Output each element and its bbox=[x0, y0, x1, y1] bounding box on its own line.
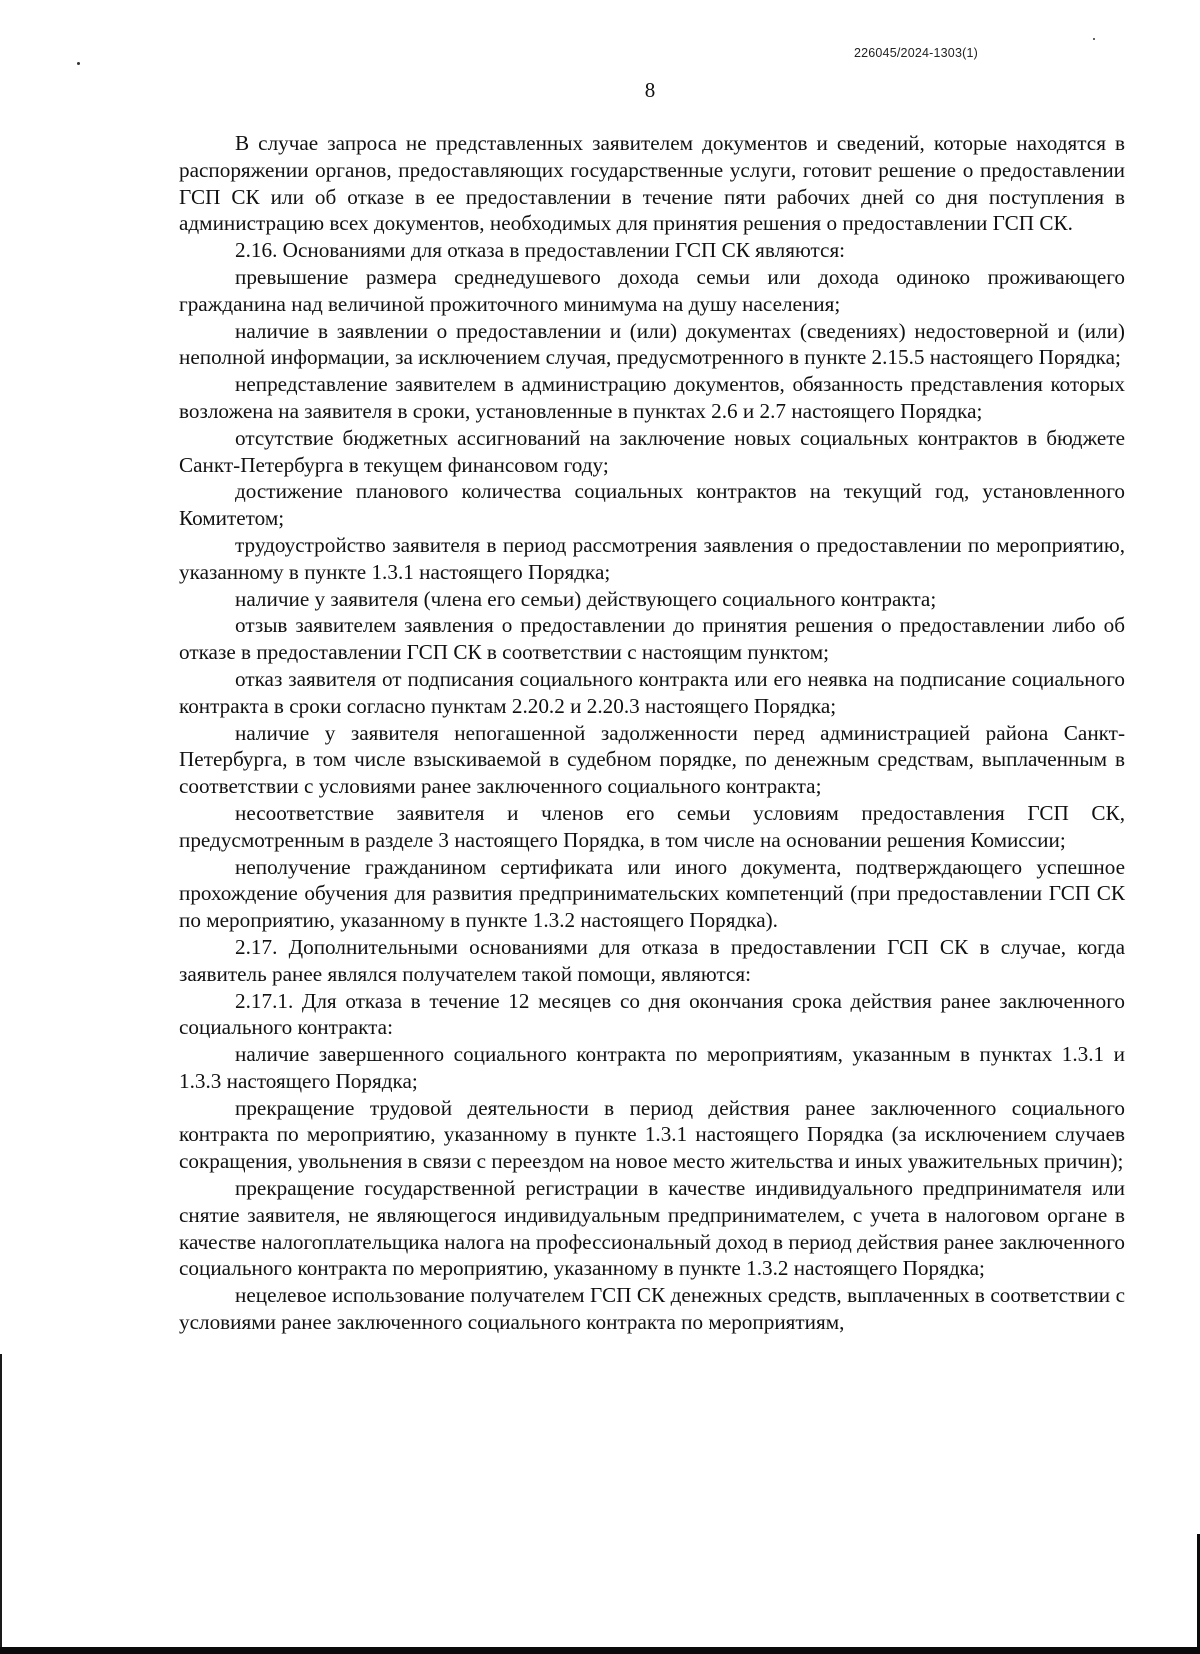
paragraph: наличие в заявлении о предоставлении и (или) документах (сведениях) недостоверной и (или) неполной информации, за исключением случая, предусмотренного в пункте 2.15.5 настоящего Порядка; bbox=[179, 318, 1125, 370]
paragraph: превышение размера среднедушевого дохода семьи или дохода одиноко проживающего гражданина над величиной прожиточного минимума на душу населения; bbox=[179, 264, 1125, 316]
scan-speck bbox=[77, 62, 80, 65]
paragraph: 2.17.1. Для отказа в течение 12 месяцев со дня окончания срока действия ранее заключенного социального контракта: bbox=[179, 988, 1125, 1040]
paragraph: наличие у заявителя непогашенной задолженности перед администрацией района Санкт-Петербурга, в том числе взыскиваемой в судебном порядке, по денежным средствам, выплаченным в соответствии с условиями ранее заключенного социального контракта; bbox=[179, 720, 1125, 799]
document-id: 226045/2024-1303(1) bbox=[853, 46, 978, 60]
scan-edge-left bbox=[0, 1354, 2, 1654]
paragraph: прекращение трудовой деятельности в период действия ранее заключенного социального контракта по мероприятию, указанному в пункте 1.3.1 настоящего Порядка (за исключением случаев сокращения, увольнения в связи с переездом на новое место жительства и иных уважительных причин); bbox=[179, 1095, 1125, 1174]
page-number: 8 bbox=[644, 78, 656, 102]
scan-edge-bottom bbox=[0, 1647, 1200, 1654]
paragraph: непредставление заявителем в администрацию документов, обязанность представления которых возложена на заявителя в сроки, установленные в пунктах 2.6 и 2.7 настоящего Порядка; bbox=[179, 372, 1125, 423]
paragraph: отказ заявителя от подписания социального контракта или его неявка на подписание социального контракта в сроки согласно пунктам 2.20.2 и 2.20.3 настоящего Порядка; bbox=[179, 666, 1125, 718]
paragraph: отзыв заявителем заявления о предоставлении до принятия решения о предоставлении либо об отказе в предоставлении ГСП СК в соответствии с настоящим пунктом; bbox=[179, 613, 1125, 665]
document-body bbox=[179, 130, 1125, 1336]
paragraph: достижение планового количества социальных контрактов на текущий год, установленного Комитетом; bbox=[179, 479, 1125, 531]
paragraph: 2.16. Основаниями для отказа в предоставлении ГСП СК являются: bbox=[235, 238, 846, 263]
paragraph: неполучение гражданином сертификата или иного документа, подтверждающего успешное прохождение обучения для развития предпринимательских компетенций (при предоставлении ГСП СК по мероприятию, указанному в пункте 1.3.2 настоящего Порядка). bbox=[179, 854, 1125, 933]
scan-speck bbox=[1093, 38, 1095, 40]
paragraph: нецелевое использование получателем ГСП СК денежных средств, выплаченных в соответствии с условиями ранее заключенного социального контракта по мероприятиям, bbox=[179, 1283, 1125, 1335]
paragraph: наличие завершенного социального контракта по мероприятиям, указанным в пунктах 1.3.1 и 1.3.3 настоящего Порядка; bbox=[179, 1042, 1125, 1093]
paragraph: 2.17. Дополнительными основаниями для отказа в предоставлении ГСП СК в случае, когда заявитель ранее являлся получателем такой помощи, являются: bbox=[179, 934, 1125, 986]
paragraph: несоответствие заявителя и членов его семьи условиям предоставления ГСП СК, предусмотренным в разделе 3 настоящего Порядка, в том числе на основании решения Комиссии; bbox=[179, 800, 1125, 852]
paragraph: отсутствие бюджетных ассигнований на заключение новых социальных контрактов в бюджете Санкт-Петербурга в текущем финансовом году; bbox=[179, 425, 1125, 477]
paragraph: прекращение государственной регистрации в качестве индивидуального предпринимателя или снятие заявителя, не являющегося индивидуальным предпринимателем, с учета в налоговом органе в качестве налогоплательщика налога на профессиональный доход в период действия ранее заключенного социального контракта по мероприятию, указанному в пункте 1.3.2 настоящего Порядка; bbox=[179, 1176, 1125, 1281]
paragraph: В случае запроса не представленных заявителем документов и сведений, которые находятся в распоряжении органов, предоставляющих государственные услуги, готовит решение о предоставлении ГСП СК или об отказе в ее предоставлении в течение пяти рабочих дней со дня поступления в администрацию всех документов, необходимых для принятия решения о предоставлении ГСП СК. bbox=[179, 131, 1125, 236]
paragraph: трудоустройство заявителя в период рассмотрения заявления о предоставлении по мероприятию, указанному в пункте 1.3.1 настоящего Порядка; bbox=[179, 532, 1125, 584]
paragraph: наличие у заявителя (члена его семьи) действующего социального контракта; bbox=[235, 586, 937, 611]
